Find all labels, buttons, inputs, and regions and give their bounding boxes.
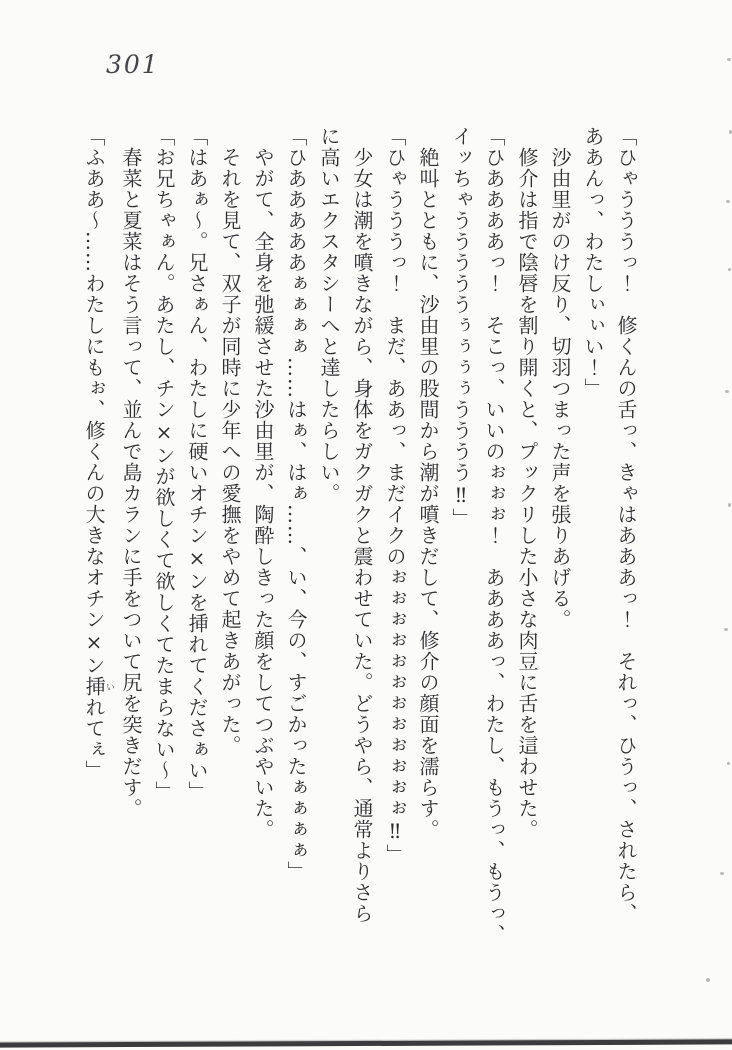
text-line-5: 「ひああああっ！ そこっ、いいのぉぉぉ！ ああああっ、わたし、もうっ、もうっ、: [482, 126, 506, 945]
text-line-6: イッちゃうううううぅぅぅぅうううう‼」: [449, 126, 473, 529]
scan-speck: [728, 268, 731, 271]
text-line-10: に高いエクスタシーへと達したらしい。: [317, 126, 341, 504]
vertical-text-block: [77, 126, 642, 950]
text-line-4: 修介は指で陰唇を割り開くと、プックリした小さな肉豆に舌を這わせた。: [515, 126, 539, 840]
text-line-17: [77, 126, 114, 950]
text-line-16: 春菜と夏菜はそう言って、並んで島カランに手をついて尻を突きだす。: [119, 126, 143, 819]
text-line-3: 沙由里がのけ反り、切羽つまった声を張りあげる。: [548, 126, 572, 630]
text-line-7: 絶叫とともに、沙由里の股間から潮が噴きだして、修介の顔面を濡らす。: [416, 126, 440, 840]
text-line-8: 「ひゃうううっ！ まだ、ああっ、まだイクのぉぉぉぉぉぉぉぉぉぉぉぉ‼」: [383, 126, 407, 865]
scan-speck: [727, 762, 730, 765]
text-line-17-after: れてぇ」: [82, 697, 106, 781]
text-line-9: 少女は潮を噴きながら、身体をガクガクと震わせていた。どうやら、通常よりさら: [350, 126, 374, 924]
page-number: 301: [106, 50, 160, 79]
text-line-2: ああんっ、わたしぃぃい！」: [581, 126, 605, 399]
text-line-11: 「ひあああああぁぁぁぁ……はぁ、はぁ……、い、今の、すごかったぁぁぁぁ」: [284, 126, 308, 882]
text-line-15: 「お兄ちゃぁん。あたし、チン×ンが欲しくて欲しくてたまらない〜」: [152, 126, 176, 802]
scan-speck: [726, 200, 730, 203]
text-line-12: やがて、全身を弛緩させた沙由里が、陶酔しきった顔をしてつぶやいた。: [251, 126, 275, 840]
scan-speck: [725, 390, 729, 393]
ruby-base: 挿: [82, 676, 106, 697]
text-line-17-before: 「ふああ〜……わたしにもぉ、修くんの大きなオチン×ン: [82, 126, 106, 676]
text-line-14: 「はあぁ〜。兄さぁん、わたしに硬いオチン×ンを挿れてくださぁい」: [185, 126, 209, 802]
scan-speck: [728, 503, 731, 507]
text-line-13: それを見て、双子が同時に少年への愛撫をやめて起きあがった。: [218, 126, 242, 756]
scan-speck: [720, 872, 724, 875]
scan-speck: [706, 978, 710, 982]
text-line-1: 「ひゃうううっ！ 修くんの舌っ、きゃはあああっ！ それっ、ひうっ、されたら、: [614, 126, 638, 924]
scan-speck: [727, 58, 731, 61]
ruby-furigana: い: [104, 676, 114, 697]
text-line-17-ruby: [82, 676, 114, 697]
scan-speck: [724, 628, 728, 631]
page-bottom-scan-line: [0, 1039, 732, 1047]
